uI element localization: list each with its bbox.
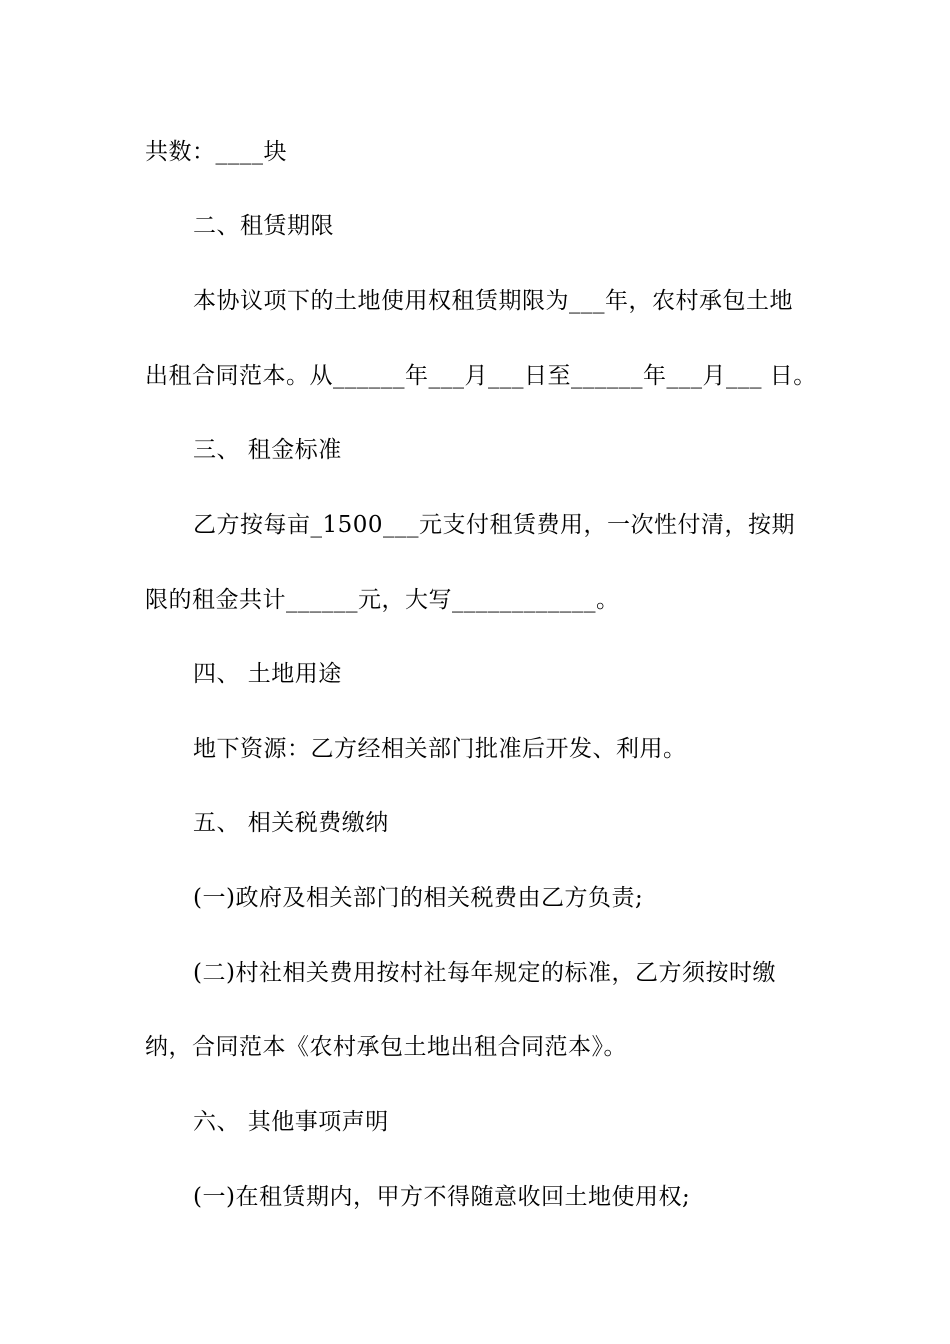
section-heading-lease-term: 二、租赁期限 xyxy=(193,213,334,239)
paragraph-line: 纳，合同范本《农村承包土地出租合同范本》。 xyxy=(145,1034,627,1060)
paragraph-line: (一)在租赁期内，甲方不得随意收回土地使用权; xyxy=(193,1184,691,1210)
paragraph-line: 乙方按每亩_1500___元支付租赁费用，一次性付清，按期 xyxy=(193,512,796,538)
section-heading-rent-standard: 三、 租金标准 xyxy=(193,437,342,463)
paragraph-line: 本协议项下的土地使用权租赁期限为___年，农村承包土地 xyxy=(193,288,793,314)
paragraph-line: (二)村社相关费用按村社每年规定的标准，乙方须按时缴 xyxy=(193,960,776,986)
paragraph-line: (一)政府及相关部门的相关税费由乙方负责; xyxy=(193,885,644,911)
section-heading-taxes: 五、 相关税费缴纳 xyxy=(193,810,389,836)
section-heading-land-use: 四、 土地用途 xyxy=(193,661,342,687)
land-count-line: 共数：____块 xyxy=(145,139,287,165)
paragraph-line: 限的租金共计______元，大写____________。 xyxy=(145,587,620,613)
paragraph-line: 地下资源：乙方经相关部门批准后开发、利用。 xyxy=(193,736,687,762)
paragraph-line: 出租合同范本。从______年___月___日至______年___月___ 日。 xyxy=(145,363,817,389)
section-heading-other-matters: 六、 其他事项声明 xyxy=(193,1109,389,1135)
